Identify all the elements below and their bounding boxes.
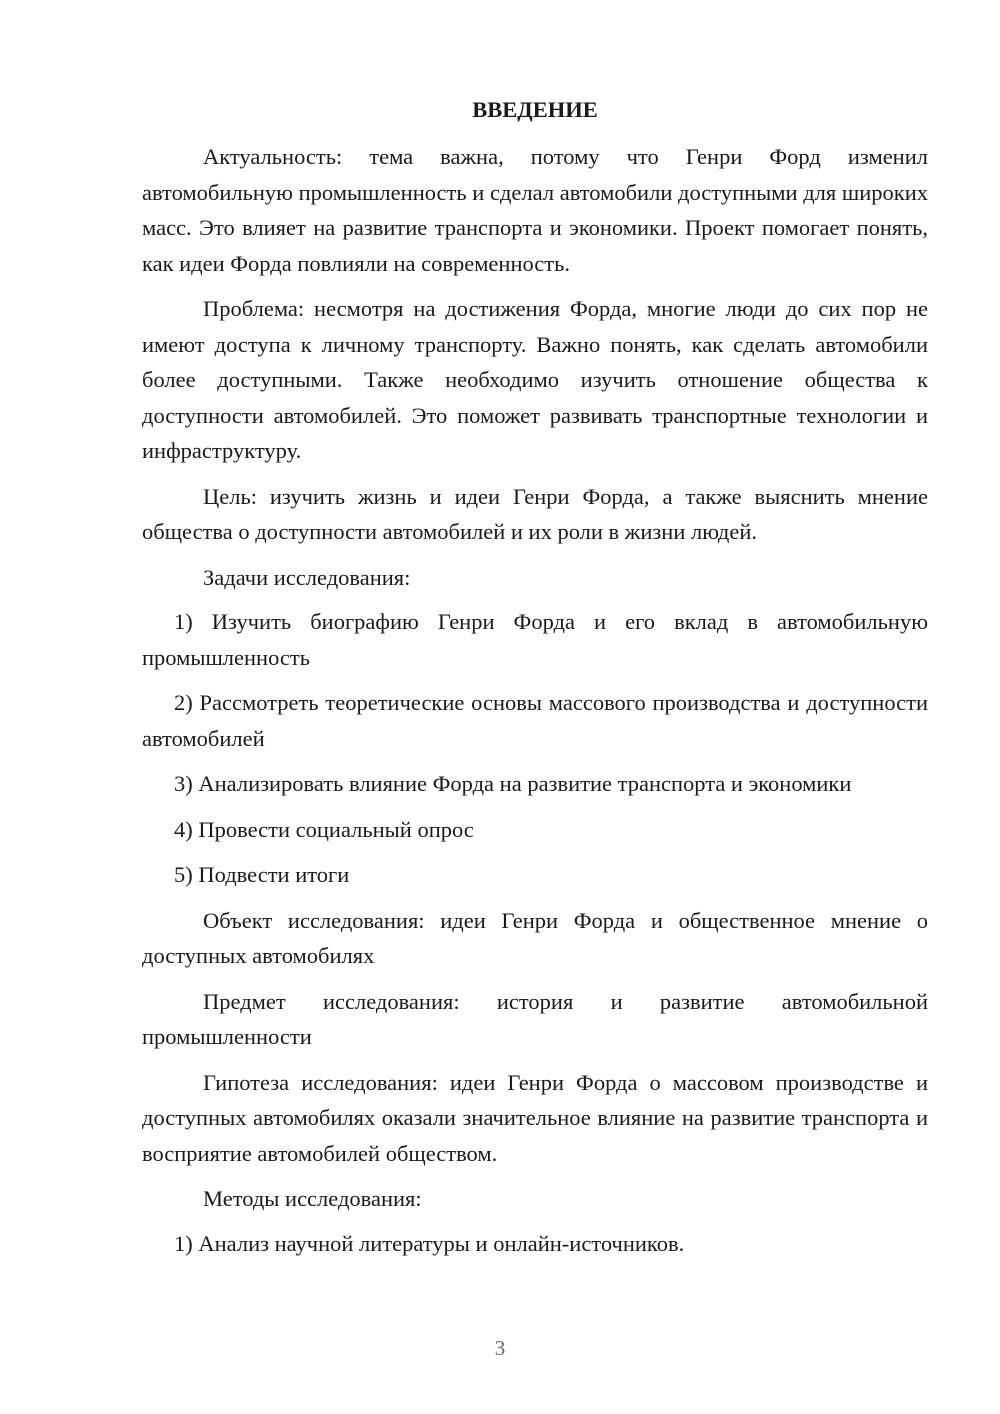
task-item: 5) Подвести итоги xyxy=(174,862,350,887)
method-item: 1) Анализ научной литературы и онлайн-источников. xyxy=(174,1230,685,1256)
task-item: 4) Провести социальный опрос xyxy=(174,816,474,842)
problem-paragraph: Проблема: несмотря на достижения Форда, многие люди до сих пор не имеют доступа к личному транспорту. Важно понять, как сделать автомобили более доступными. Также необходимо изучить отношение общества к доступности автомобилей. Это поможет развивать транспортные технологии и инфраструктуру. xyxy=(142,296,928,463)
document-page xyxy=(142,92,928,1271)
task-item: 1) Изучить биографию Генри Форда и его вклад в автомобильную промышленность xyxy=(142,609,928,670)
subject-paragraph: Предмет исследования: история и развитие автомобильной промышленности xyxy=(142,988,928,1049)
tasks-heading: Задачи исследования: xyxy=(203,564,411,590)
goal-paragraph: Цель: изучить жизнь и идеи Генри Форда, а также выяснить мнение общества о доступности автомобилей и их роли в жизни людей. xyxy=(142,483,928,544)
page-number: 3 xyxy=(494,1336,506,1360)
hypothesis-paragraph: Гипотеза исследования: идеи Генри Форда о массовом производстве и доступных автомобилях оказали значительное влияние на развитие транспорта и восприятие автомобилей обществом. xyxy=(142,1069,928,1166)
relevance-paragraph: Актуальность: тема важна, потому что Генри Форд изменил автомобильную промышленность и сделал автомобили доступными для широких масс. Это влияет на развитие транспорта и экономики. Проект помогает понять, как идеи Форда повлияли на современность. xyxy=(142,144,928,276)
task-item: 2) Рассмотреть теоретические основы массового производства и доступности автомобилей xyxy=(142,690,928,751)
task-item: 3) Анализировать влияние Форда на развитие транспорта и экономики xyxy=(174,771,852,796)
page-title: ВВЕДЕНИЕ xyxy=(472,97,598,122)
object-paragraph: Объект исследования: идеи Генри Форда и общественное мнение о доступных автомобилях xyxy=(142,907,928,968)
methods-heading: Методы исследования: xyxy=(203,1186,422,1211)
